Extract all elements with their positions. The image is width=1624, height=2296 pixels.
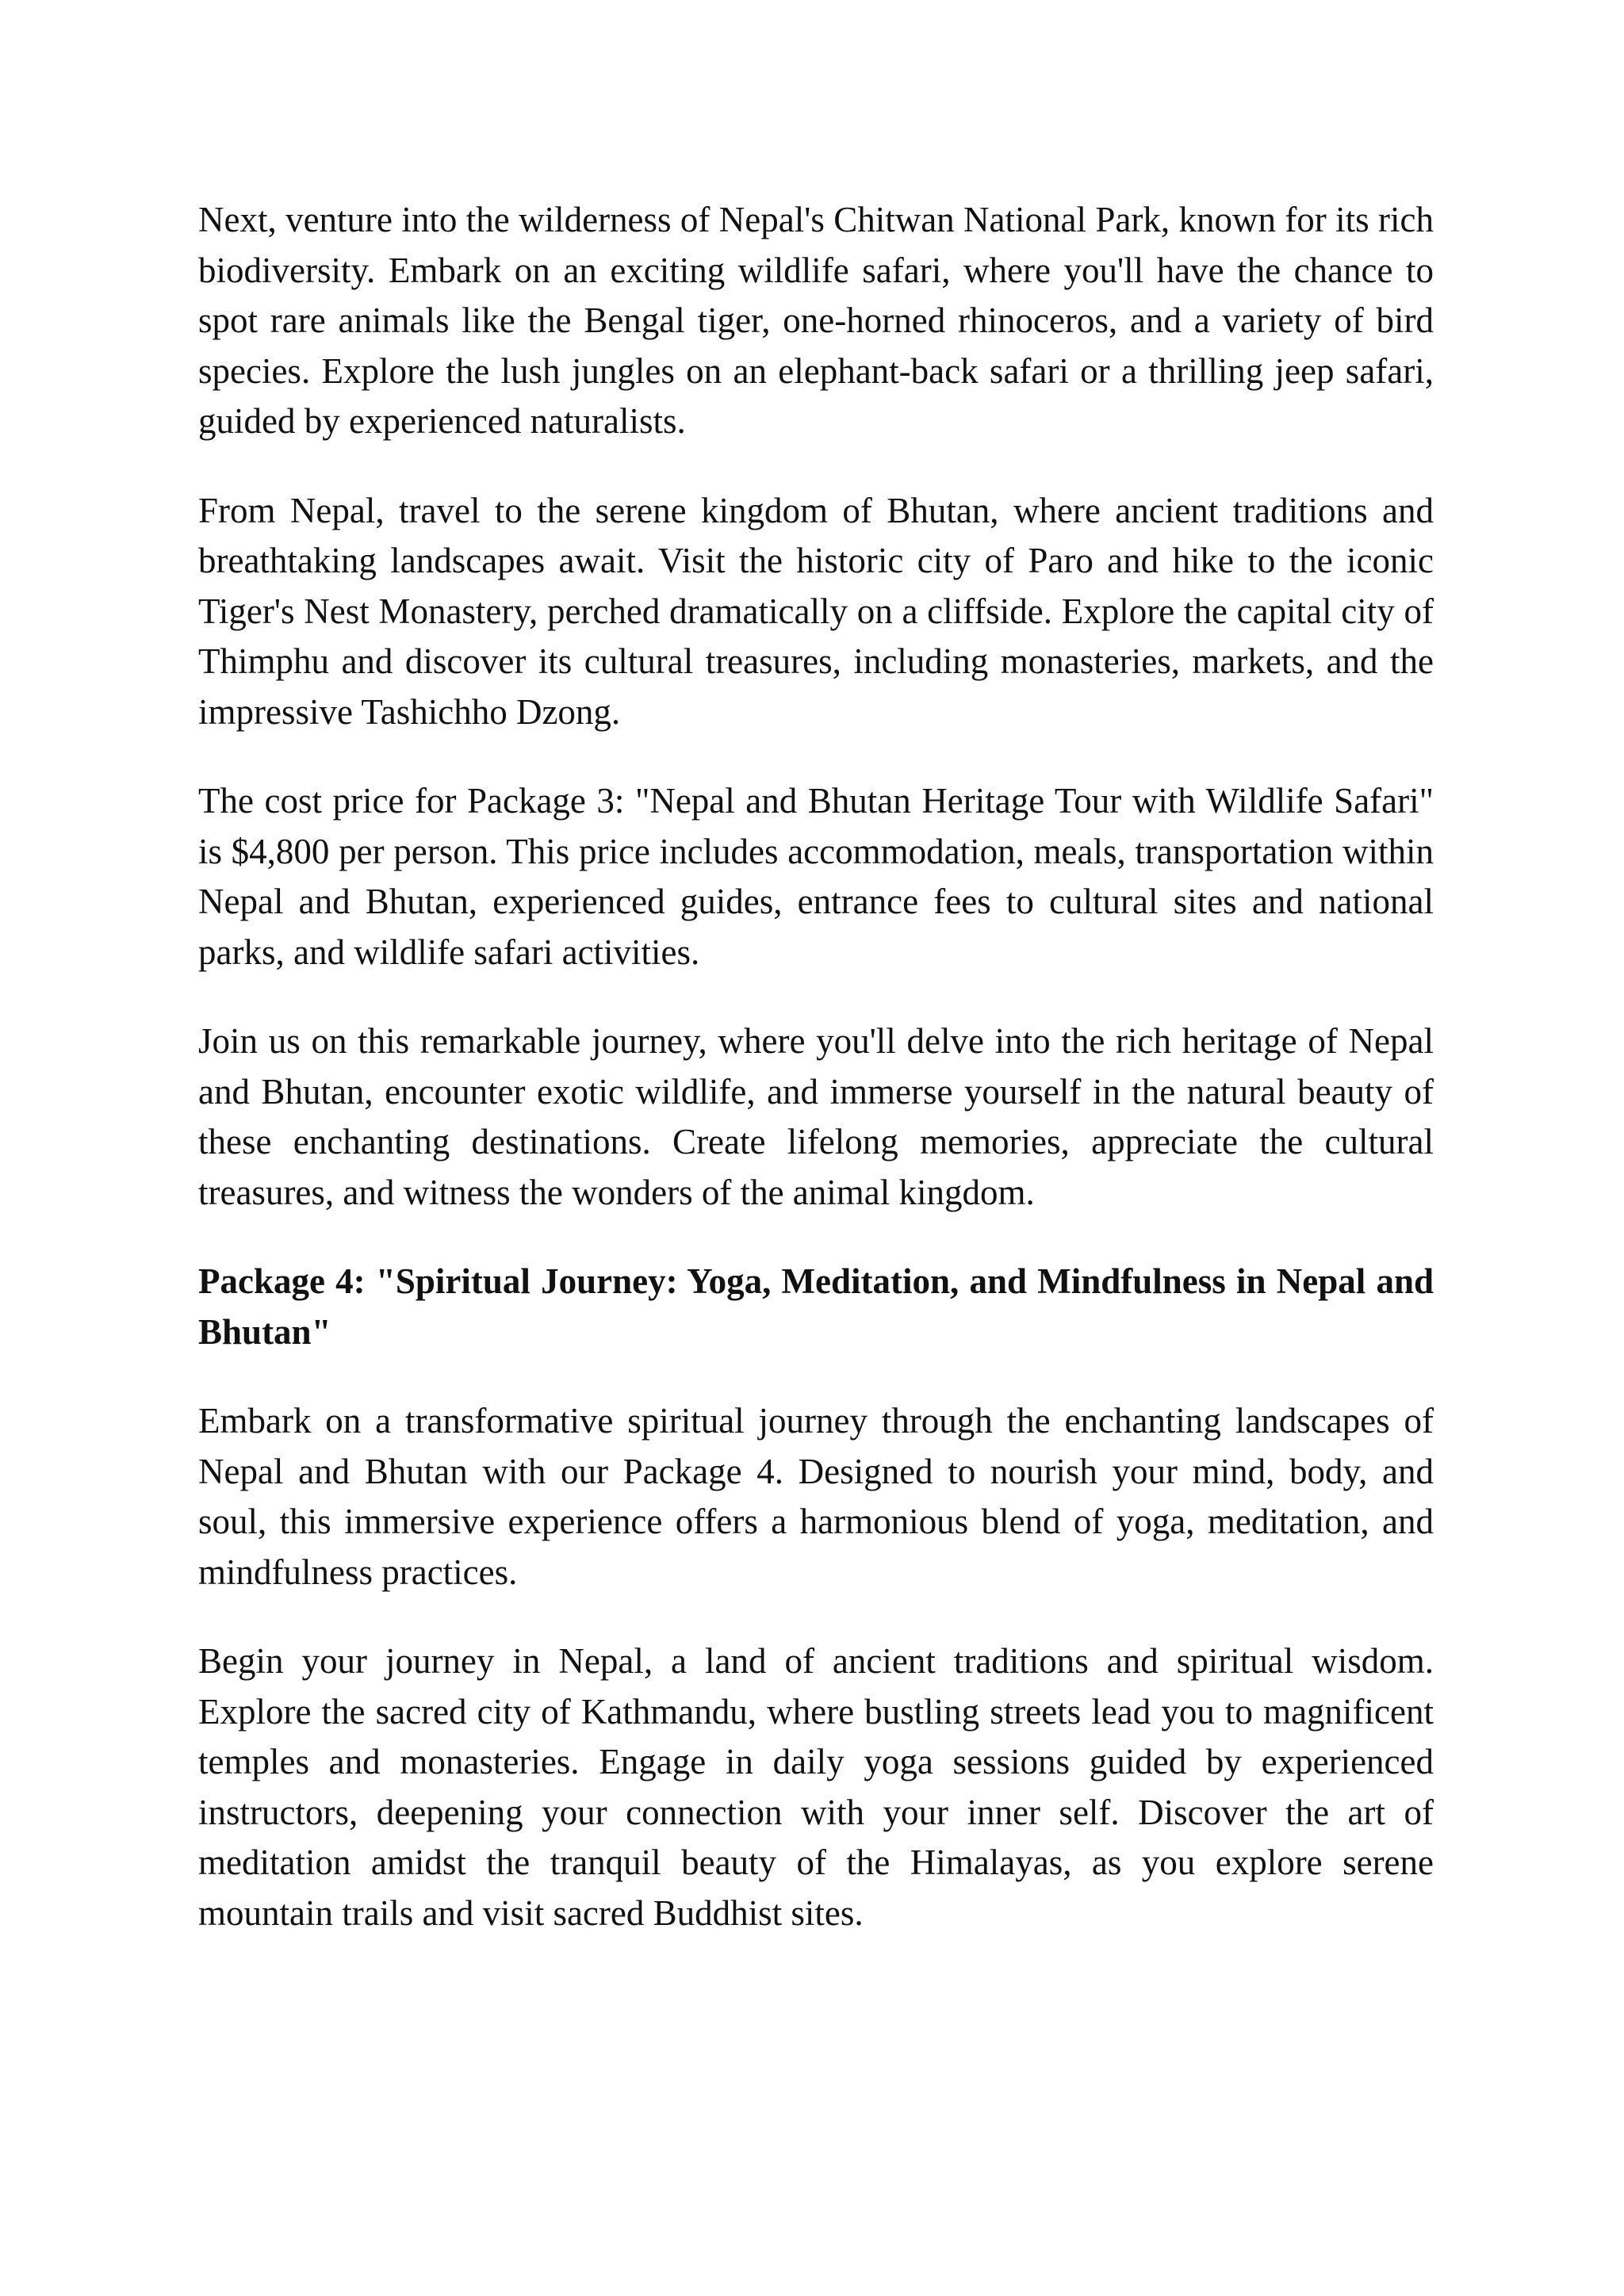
paragraph-join-us: Join us on this remarkable journey, where you'll delve into the rich heritage of Nepal and Bhutan, encounter exotic wildlife, and immerse yourself in the natural beauty of these enchanting destinations. Create lifelong memories, appreciate the cultural treasures, and witness the wonders of the animal kingdom. — [198, 1021, 1434, 1212]
paragraph-package4-nepal: Begin your journey in Nepal, a land of ancient traditions and spiritual wisdom. Explore the sacred city of Kathmandu, where bustling streets lead you to magnificent temples and monasteries. Engage in daily yoga sessions guided by experienced instructors, deepening your connection with your inner self. Discover the art of meditation amidst the tranquil beauty of the Himalayas, as you explore serene mountain trails and visit sacred Buddhist sites. — [198, 1641, 1434, 1933]
paragraph-chitwan-safari: Next, venture into the wilderness of Nepal's Chitwan National Park, known for its rich biodiversity. Embark on an exciting wildlife safari, where you'll have the chance to spot rare animals like the Bengal tiger, one-horned rhinoceros, and a variety of bird species. Explore the lush jungles on an elephant-back safari or a thrilling jeep safari, guided by experienced naturalists. — [198, 200, 1434, 441]
paragraph-bhutan-travel: From Nepal, travel to the serene kingdom of Bhutan, where ancient traditions and breathtaking landscapes await. Visit the historic city of Paro and hike to the iconic Tiger's Nest Monastery, perched dramatically on a cliffside. Explore the capital city of Thimphu and discover its cultural treasures, including monasteries, markets, and the impressive Tashichho Dzong. — [198, 490, 1434, 732]
paragraph-package4-intro: Embark on a transformative spiritual journey through the enchanting landscapes of Nepal and Bhutan with our Package 4. Designed to nourish your mind, body, and soul, this immersive experience offers a harmonious blend of yoga, meditation, and mindfulness practices. — [198, 1401, 1434, 1592]
document-body — [198, 195, 1434, 1977]
paragraph-package3-price: The cost price for Package 3: "Nepal and Bhutan Heritage Tour with Wildlife Safari" is $4,800 per person. This price includes accommodation, meals, transportation within Nepal and Bhutan, experienced guides, entrance fees to cultural sites and national parks, and wildlife safari activities. — [198, 781, 1434, 972]
package4-heading: Package 4: "Spiritual Journey: Yoga, Meditation, and Mindfulness in Nepal and Bhutan" — [198, 1261, 1434, 1352]
